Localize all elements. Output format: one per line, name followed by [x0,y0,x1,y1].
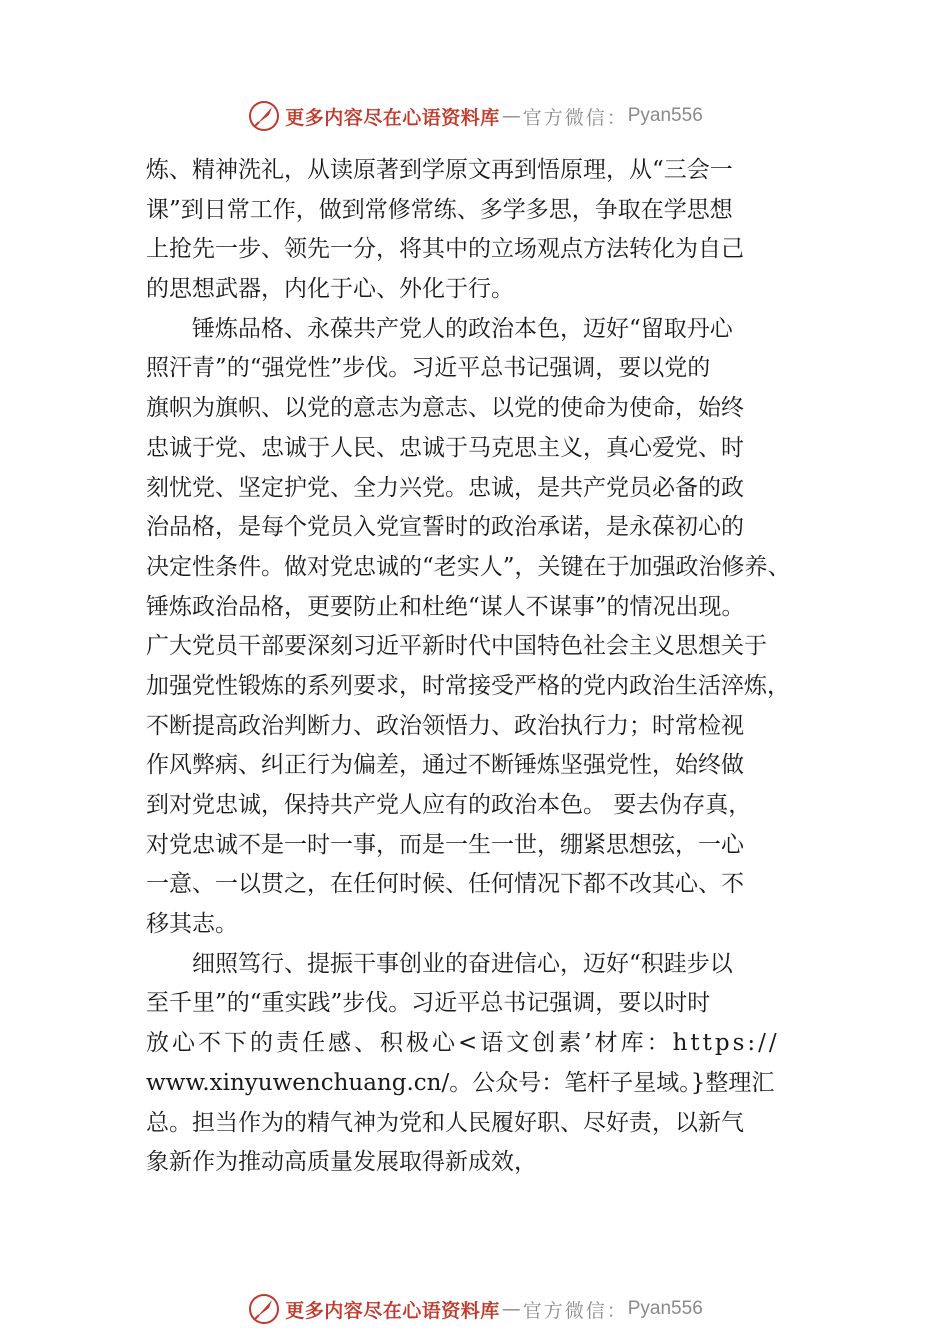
paragraph-start-line: 细照笃行、提振干事创业的奋进信心，迈好“积跬步以 [192,950,733,977]
body-line: 加强党性锻炼的系列要求，时常接受严格的党内政治生活淬炼， [146,672,790,699]
body-line: 作风弊病、纠正行为偏差，通过不断锤炼坚强党性，始终做 [146,752,744,779]
document-body [146,151,836,1183]
body-line: 的思想武器，内化于心、外化于行。 [146,276,514,303]
quill-logo-icon [247,99,281,133]
body-line: 到对党忠诚，保持共产党人应有的政治本色。 要去伪存真， [146,792,752,818]
body-line: 忠诚于党、忠诚于人民、忠诚于马克思主义，真心爱党、时 [146,434,744,461]
footer-brand: 更多内容尽在心语资料库 [285,1299,500,1322]
body-line: 放心不下的责任感、积极心<语文创素’材库：https:// [146,1030,780,1057]
body-line: 课”到日常工作，做到常修常练、多学多思，争取在学思想 [146,196,733,223]
body-line: 治品格，是每个党员入党宣誓时的政治承诺，是永葆初心的 [146,514,744,541]
body-line: 刻忧党、坚定护党、全力兴党。忠诚，是共产党员必备的政 [146,474,744,501]
body-line: 至千里”的“重实践”步伐。习近平总书记强调，要以时时 [146,990,711,1017]
header-separator: — [501,105,521,127]
header-wechat-label: 官方微信： [522,106,628,129]
url-line: www.xinyuwenchuang.cn/。公众号：笔杆子星域。}整理汇 [146,1069,775,1096]
body-line: 旗帜为旗帜、以党的意志为意志、以党的使命为使命，始终 [146,395,744,422]
body-line: 照汗青”的“强党性”步伐。习近平总书记强调，要以党的 [146,355,711,382]
body-line: 对党忠诚不是一时一事，而是一生一世，绷紧思想弦，一心 [146,831,744,858]
header-wechat-id: Pyan556 [627,105,703,126]
body-line: 总。担当作为的精气神为党和人民履好职、尽好责，以新气 [146,1109,744,1136]
body-line: 锤炼政治品格，更要防止和杜绝“谋人不谋事”的情况出现。 [146,593,745,620]
body-line: 象新作为推动高质量发展取得新成效， [146,1149,537,1176]
footer-banner [0,1289,950,1329]
body-line: 广大党员干部要深刻习近平新时代中国特色社会主义思想关于 [146,633,767,660]
footer-separator: — [501,1298,521,1320]
body-line: 一意、一以贯之，在任何时候、任何情况下都不改其心、不 [146,871,744,898]
body-line: 上抢先一步、领先一分，将其中的立场观点方法转化为自己 [146,236,744,263]
body-line: 炼、精神洗礼，从读原著到学原文再到悟原理，从“三会一 [146,157,733,183]
paragraph-start-line: 锤炼品格、永葆共产党人的政治本色，迈好“留取丹心 [192,315,733,342]
header-banner [0,96,950,136]
footer-wechat-id: Pyan556 [627,1298,703,1319]
body-line: 决定性条件。做对党忠诚的“老实人”，关键在于加强政治修养、 [146,553,791,580]
body-line: 移其志。 [146,911,238,938]
footer-wechat-label: 官方微信： [522,1299,628,1322]
quill-logo-icon [247,1292,281,1326]
body-line: 不断提高政治判断力、政治领悟力、政治执行力；时常检视 [146,712,744,739]
header-brand: 更多内容尽在心语资料库 [285,106,500,129]
